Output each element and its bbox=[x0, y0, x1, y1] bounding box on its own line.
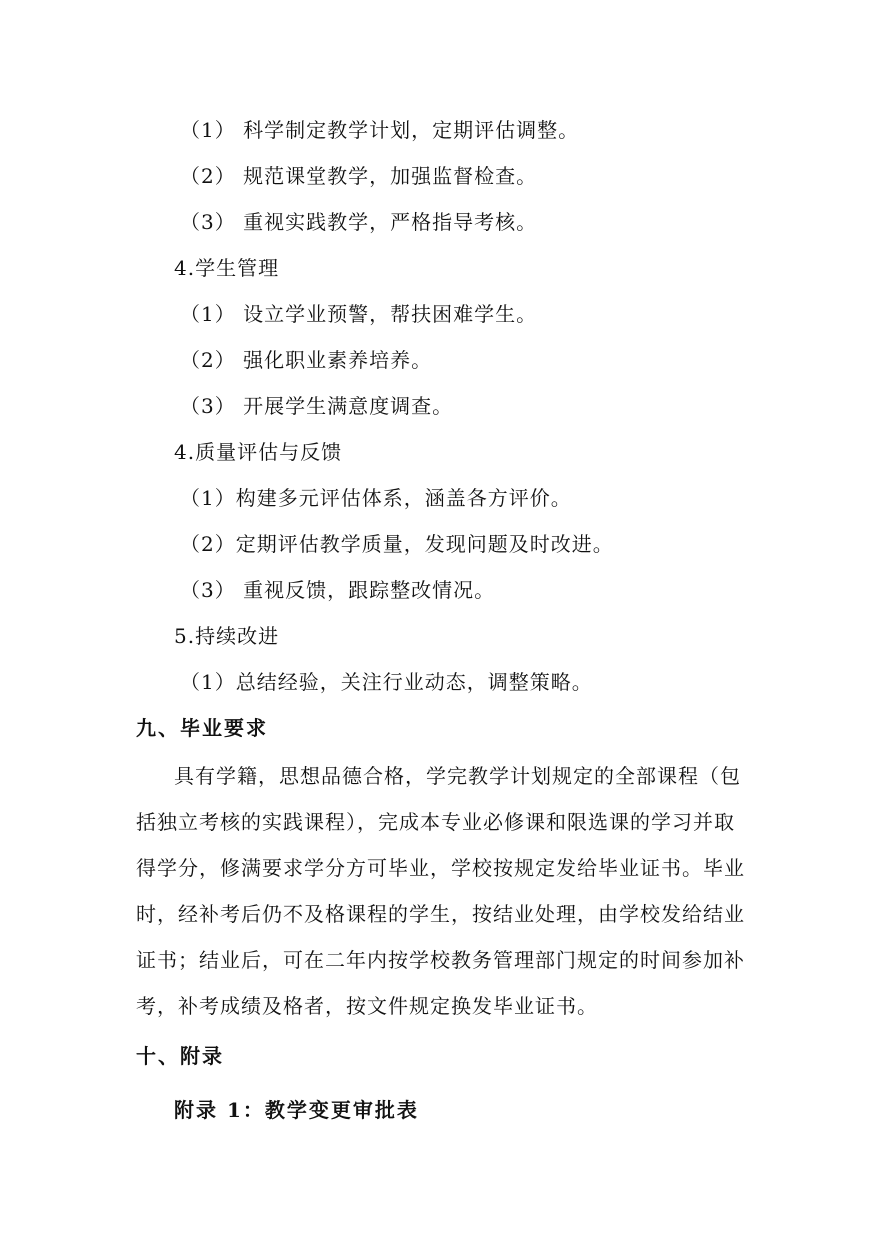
quality-item-3: （3） 重视反馈，跟踪整改情况。 bbox=[180, 578, 496, 602]
graduation-line-5: 证书；结业后，可在二年内按学校教务管理部门规定的时间参加补 bbox=[136, 948, 745, 972]
student-item-2: （2） 强化职业素养培养。 bbox=[180, 348, 433, 372]
graduation-heading: 九、毕业要求 bbox=[136, 716, 268, 740]
improve-item-1: （1）总结经验，关注行业动态，调整策略。 bbox=[180, 670, 593, 694]
graduation-line-6: 考，补考成绩及格者，按文件规定换发毕业证书。 bbox=[136, 994, 598, 1018]
quality-item-2: （2）定期评估教学质量，发现问题及时改进。 bbox=[180, 532, 614, 556]
quality-title: 4.质量评估与反馈 bbox=[174, 440, 343, 464]
student-item-3: （3） 开展学生满意度调查。 bbox=[180, 394, 454, 418]
graduation-line-2: 括独立考核的实践课程），完成本专业必修课和限选课的学习并取 bbox=[136, 810, 735, 834]
student-item-1: （1） 设立学业预警，帮扶困难学生。 bbox=[180, 302, 538, 326]
teaching-item-2: （2） 规范课堂教学，加强监督检查。 bbox=[180, 164, 538, 188]
improve-title: 5.持续改进 bbox=[174, 624, 280, 648]
graduation-line-1: 具有学籍，思想品德合格，学完教学计划规定的全部课程（包 bbox=[174, 764, 741, 788]
graduation-line-4: 时，经补考后仍不及格课程的学生，按结业处理，由学校发给结业 bbox=[136, 902, 745, 926]
graduation-line-3: 得学分，修满要求学分方可毕业，学校按规定发给毕业证书。毕业 bbox=[136, 856, 745, 880]
teaching-item-1: （1） 科学制定教学计划，定期评估调整。 bbox=[180, 118, 580, 142]
appendix-item-1: 附录 1：教学变更审批表 bbox=[174, 1098, 419, 1122]
graduation-paragraph bbox=[136, 753, 745, 1029]
teaching-item-3: （3） 重视实践教学，严格指导考核。 bbox=[180, 210, 538, 234]
appendix-heading: 十、附录 bbox=[136, 1044, 224, 1068]
student-management-title: 4.学生管理 bbox=[174, 256, 280, 280]
quality-item-1: （1）构建多元评估体系，涵盖各方评价。 bbox=[180, 486, 572, 510]
